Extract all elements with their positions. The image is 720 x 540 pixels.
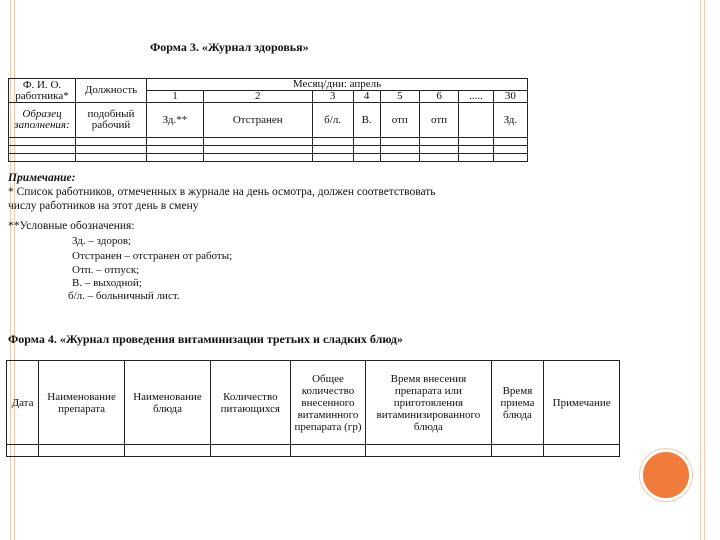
col-position-header: Должность — [76, 79, 147, 103]
table-row — [9, 138, 528, 146]
day-header: 6 — [419, 91, 458, 103]
legend-item: Зд. – здоров; — [72, 235, 132, 247]
table-cell: подобный рабочий — [76, 103, 147, 138]
legend-item: В. – выходной; — [72, 277, 142, 289]
form3-title: Форма 3. «Журнал здоровья» — [150, 40, 309, 54]
table-cell — [459, 103, 494, 138]
table-header-cell: Общее количество внесенного витаминного препарата (гр) — [290, 361, 366, 445]
day-header: 2 — [203, 91, 312, 103]
col-name-header: Ф. И. О. работника* — [9, 79, 76, 103]
table-cell: Зд.** — [147, 103, 204, 138]
form4-title: Форма 4. «Журнал проведения витаминизации третьих и сладких блюд» — [8, 332, 403, 346]
day-header: 4 — [353, 91, 380, 103]
table-cell: б/л. — [312, 103, 353, 138]
vitamin-journal-table — [6, 360, 620, 457]
table-row — [9, 154, 528, 162]
table-cell: отп — [419, 103, 458, 138]
table-header-cell: Наименование препарата — [39, 361, 125, 445]
health-journal-table — [8, 78, 528, 162]
legend-item: Отстранен – отстранен от работы; — [72, 250, 233, 262]
right-border-line — [704, 0, 705, 540]
day-header: ..... — [459, 91, 494, 103]
table-header-cell: Примечание — [544, 361, 620, 445]
table-header-cell: Дата — [7, 361, 39, 445]
table-cell: отп — [380, 103, 419, 138]
legend-item: б/л. – больничный лист. — [68, 290, 180, 302]
table-cell: Зд. — [493, 103, 527, 138]
right-border-line — [700, 0, 701, 540]
sample-label: Образец заполнения: — [9, 103, 76, 138]
day-header: 30 — [493, 91, 527, 103]
table-row — [9, 146, 528, 154]
table-header-cell: Время внесения препарата или приготовления витаминизированного блюда — [366, 361, 491, 445]
table-row — [7, 445, 620, 457]
table-cell: Отстранен — [203, 103, 312, 138]
note-heading: Примечание: — [8, 172, 76, 184]
legend-heading: **Условные обозначения: — [8, 220, 135, 232]
slide-decoration-circle — [640, 449, 692, 501]
table-header-cell: Время приема блюда — [491, 361, 544, 445]
legend-item: Отп. – отпуск; — [72, 264, 140, 276]
note-line: числу работников на этот день в смену — [8, 200, 199, 212]
day-header: 5 — [380, 91, 419, 103]
day-header: 3 — [312, 91, 353, 103]
day-header: 1 — [147, 91, 204, 103]
note-line: * Список работников, отмеченных в журнале на день осмотра, должен соответствовать — [8, 186, 436, 198]
sample-row — [9, 103, 528, 138]
table-cell: В. — [353, 103, 380, 138]
col-month-header: Месяц/дни: апрель — [147, 79, 528, 91]
table-header-cell: Количество питающихся — [210, 361, 290, 445]
table-header-cell: Наименование блюда — [125, 361, 211, 445]
